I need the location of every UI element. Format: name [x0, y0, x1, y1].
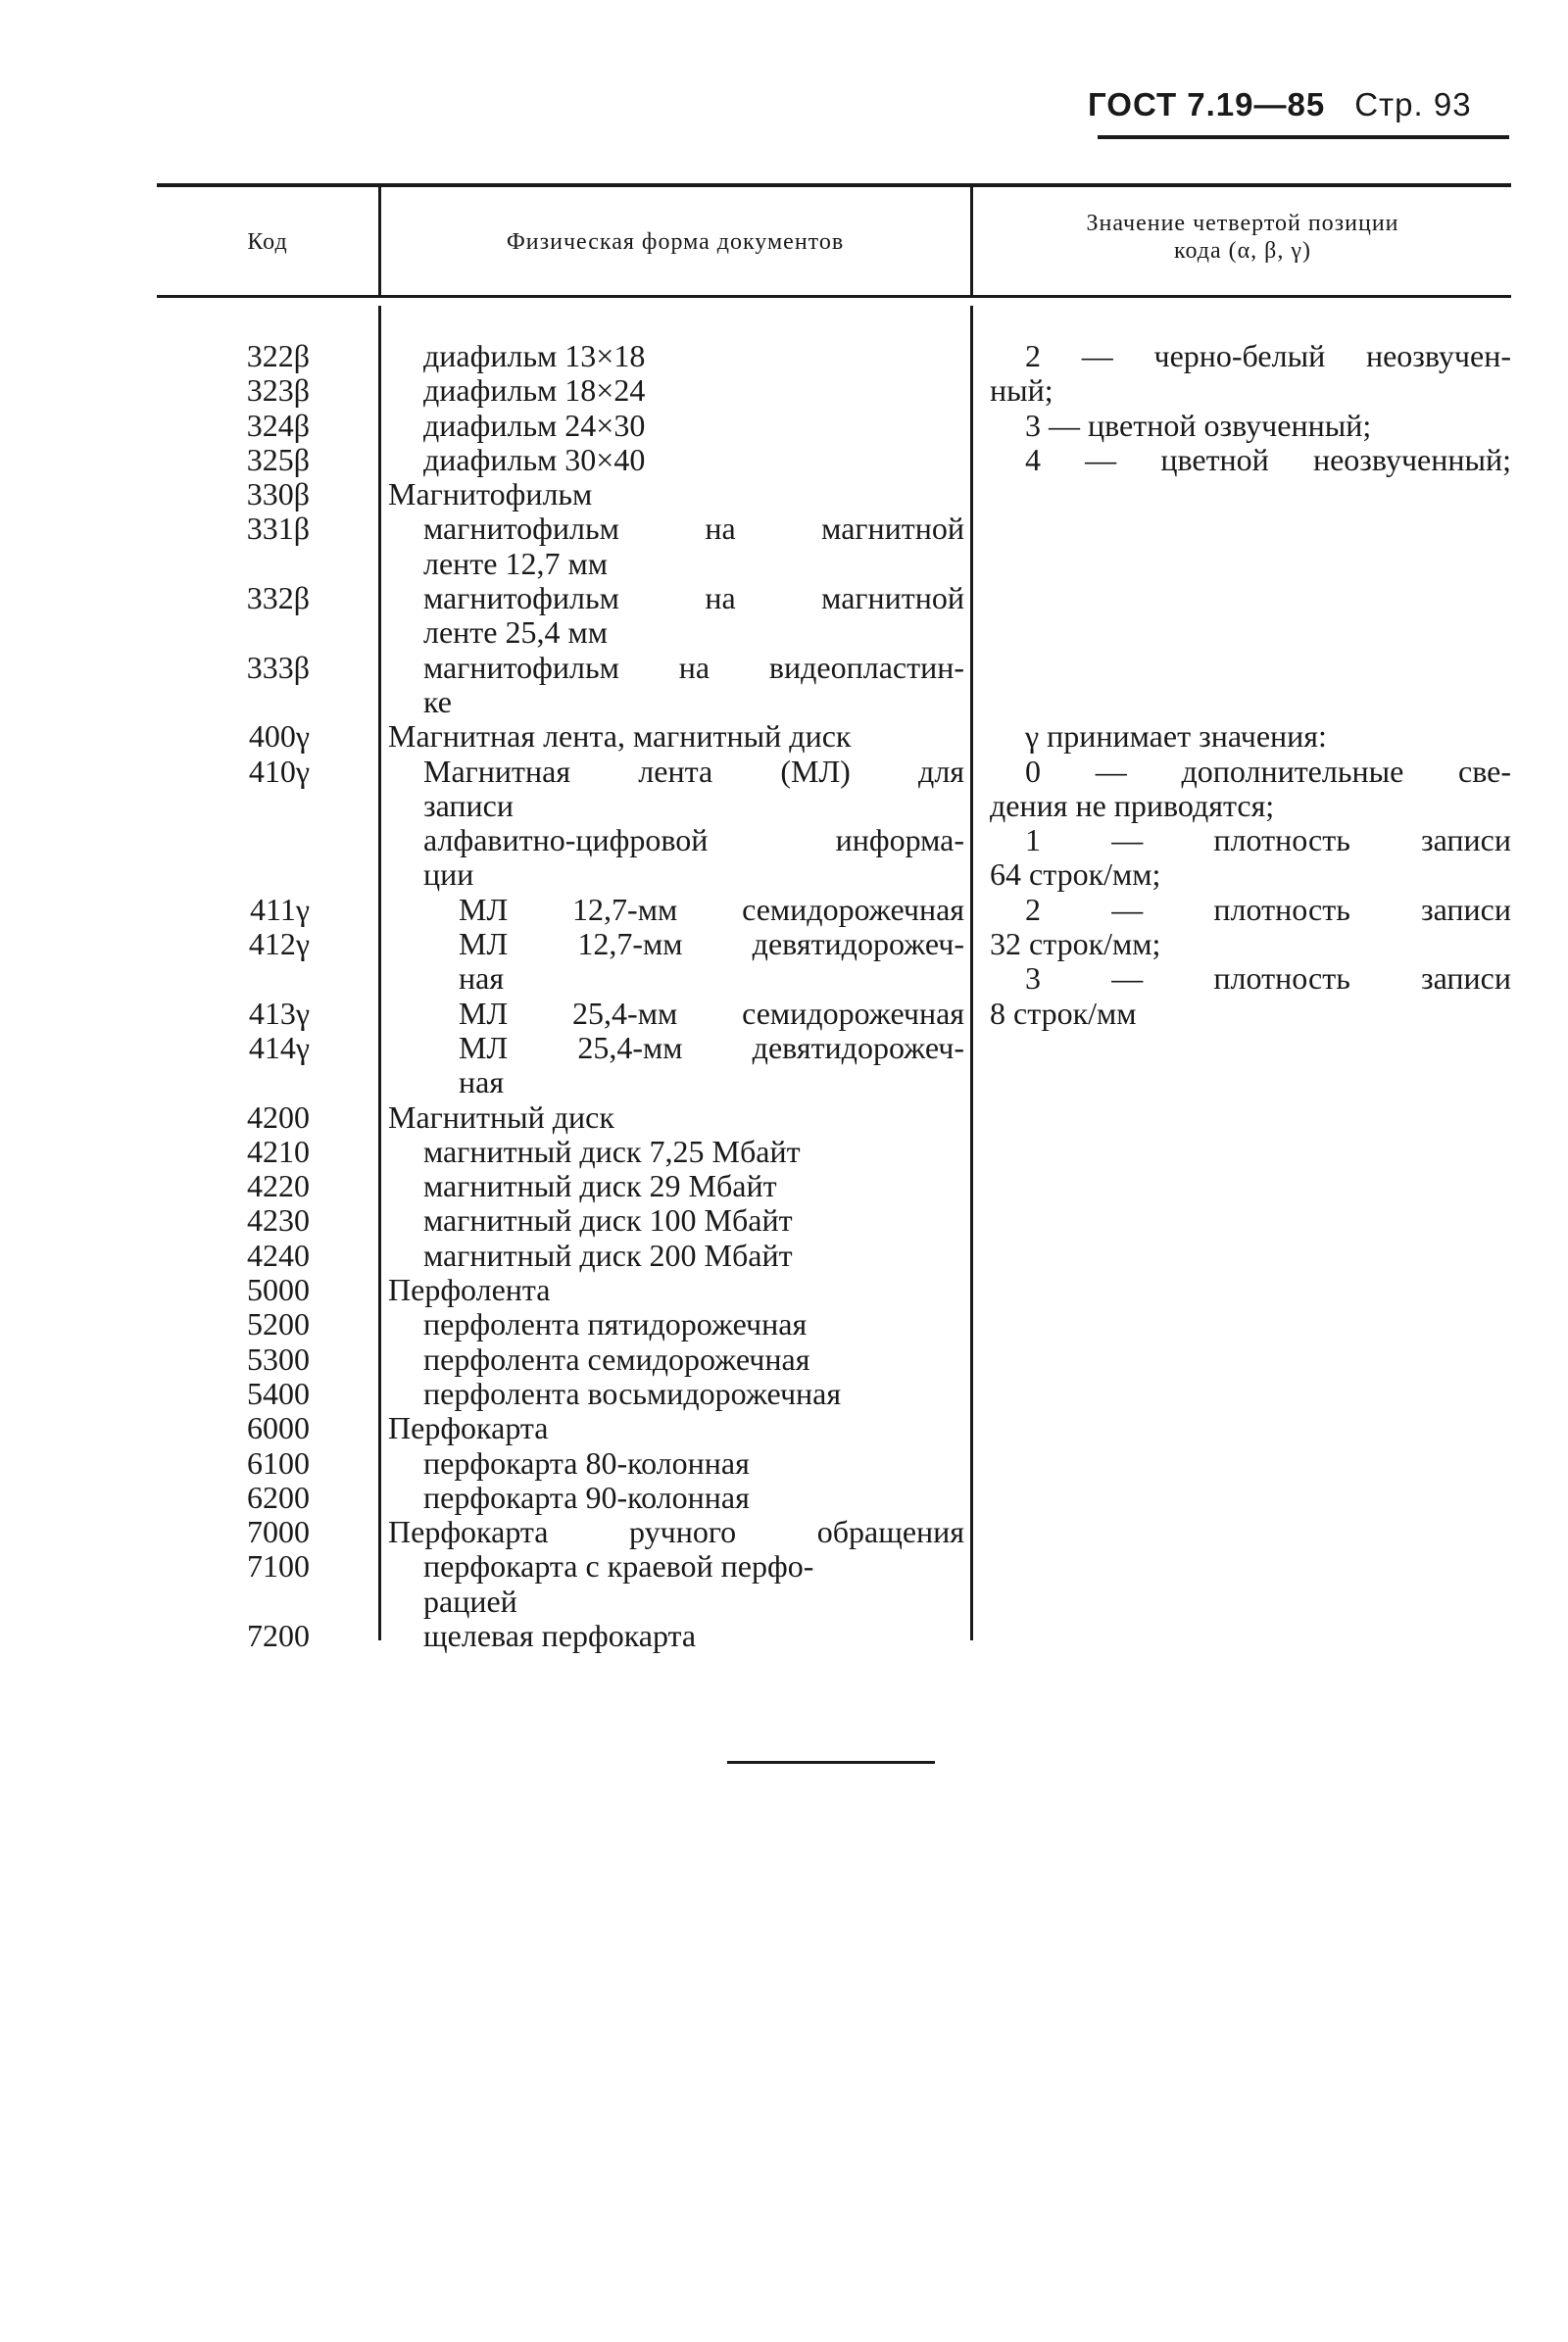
form-cell-25: магнитный диск 100 Мбайт: [423, 1202, 793, 1239]
code-cell-23: 4210: [247, 1133, 310, 1169]
value-cell-10: [990, 685, 1511, 719]
form-cell-7: магнитофильм на магнитной: [423, 580, 964, 616]
form-cell-19: МЛ 25,4-мм семидорожечная: [459, 995, 964, 1031]
column-divider-1: [378, 306, 381, 1640]
value-cell-16: 2 — плотность записи: [1025, 891, 1511, 927]
column-divider-1-head: [378, 187, 381, 295]
form-cell-32: перфокарта 80-колонная: [423, 1444, 750, 1481]
value-cell-12: 0 — дополнительные све-: [1025, 753, 1511, 789]
code-cell-26: 4240: [247, 1237, 310, 1273]
code-cell-27: 5000: [247, 1272, 310, 1308]
column-header-value-line2: кода (α, β, γ): [1174, 238, 1311, 264]
footer-rule: [727, 1761, 935, 1764]
code-cell-15: [196, 857, 310, 892]
value-cell-9: [990, 651, 1511, 685]
code-cell-19: 413γ: [248, 995, 310, 1031]
form-cell-34: Перфокарта ручного обращения: [388, 1514, 964, 1550]
code-cell-12: 410γ: [248, 753, 310, 789]
table-header-rule: [157, 295, 1511, 298]
code-cell-33: 6200: [247, 1479, 310, 1515]
code-cell-5: 331β: [246, 511, 310, 547]
form-cell-14: алфавитно-цифровой информа-: [423, 822, 964, 858]
code-cell-37: 7200: [247, 1617, 310, 1653]
page-number: Стр. 93: [1354, 86, 1472, 122]
code-cell-31: 6000: [247, 1410, 310, 1446]
form-cell-4: Магнитофильм: [388, 476, 593, 512]
value-cell-19: 8 строк/мм: [990, 995, 1137, 1031]
form-cell-16: МЛ 12,7-мм семидорожечная: [459, 891, 964, 927]
form-cell-9: магнитофильм на видеопластин-: [423, 649, 964, 685]
code-cell-35: 7100: [247, 1548, 310, 1585]
code-cell-10: [196, 685, 310, 719]
code-cell-13: [196, 789, 310, 823]
page-header: [1088, 86, 1509, 135]
value-cell-1: ный;: [990, 372, 1054, 409]
value-cell-17: 32 строк/мм;: [990, 926, 1161, 962]
code-cell-7: 332β: [246, 580, 310, 616]
column-header-value-line1: Значение четвертой позиции: [1086, 211, 1399, 236]
form-cell-35: перфокарта с краевой перфо-: [423, 1548, 814, 1585]
value-cell-5: [990, 512, 1511, 546]
code-cell-25: 4230: [247, 1202, 310, 1239]
code-cell-0: 322β: [246, 338, 310, 373]
form-cell-13: записи: [423, 787, 514, 823]
header-rule: [1098, 135, 1509, 139]
code-cell-1: 323β: [246, 372, 310, 409]
code-cell-18: [196, 961, 310, 996]
form-cell-23: магнитный диск 7,25 Мбайт: [423, 1133, 801, 1169]
form-cell-36: рацией: [423, 1583, 517, 1619]
column-header-value: [974, 210, 1511, 265]
form-cell-3: диафильм 30×40: [423, 441, 646, 477]
code-cell-34: 7000: [247, 1514, 310, 1550]
code-cell-2: 324β: [246, 407, 310, 443]
form-cell-12: Магнитная лента (МЛ) для: [423, 753, 964, 789]
code-cell-29: 5300: [247, 1341, 310, 1377]
code-cell-9: 333β: [246, 649, 310, 685]
form-column: [388, 339, 964, 1653]
form-cell-10: ке: [423, 683, 452, 719]
form-cell-33: перфокарта 90-колонная: [423, 1479, 750, 1515]
column-header-code: Код: [247, 229, 288, 255]
form-cell-24: магнитный диск 29 Мбайт: [423, 1168, 777, 1204]
value-cell-11: γ принимает значения:: [1025, 718, 1327, 755]
code-cell-30: 5400: [247, 1375, 310, 1411]
form-cell-29: перфолента семидорожечная: [423, 1341, 810, 1377]
code-cell-32: 6100: [247, 1444, 310, 1481]
form-cell-5: магнитофильм на магнитной: [423, 511, 964, 547]
code-cell-24: 4220: [247, 1168, 310, 1204]
code-column: [196, 339, 310, 1653]
code-cell-11: 400γ: [248, 718, 310, 755]
form-cell-1: диафильм 18×24: [423, 372, 646, 409]
form-cell-6: ленте 12,7 мм: [423, 545, 608, 581]
code-cell-20: 414γ: [248, 1029, 310, 1065]
code-cell-3: 325β: [246, 441, 310, 477]
value-cell-3: 4 — цветной неозвученный;: [1025, 441, 1511, 477]
form-cell-17: МЛ 12,7-мм девятидорожеч-: [459, 926, 964, 962]
form-cell-20: МЛ 25,4-мм девятидорожеч-: [459, 1029, 964, 1065]
form-cell-22: Магнитный диск: [388, 1098, 614, 1135]
value-column: [990, 339, 1511, 1031]
column-divider-2-head: [970, 187, 973, 295]
code-cell-17: 412γ: [248, 926, 310, 962]
form-cell-2: диафильм 24×30: [423, 407, 646, 443]
value-cell-15: 64 строк/мм;: [990, 856, 1161, 893]
standard-number: ГОСТ 7.19—85: [1088, 86, 1326, 122]
value-cell-8: [990, 615, 1511, 650]
code-cell-22: 4200: [247, 1098, 310, 1135]
code-cell-8: [196, 615, 310, 650]
code-cell-28: 5200: [247, 1306, 310, 1342]
form-cell-26: магнитный диск 200 Мбайт: [423, 1237, 793, 1273]
value-cell-0: 2 — черно-белый неозвучен-: [1025, 338, 1511, 373]
code-cell-6: [196, 547, 310, 581]
value-cell-13: дения не приводятся;: [990, 787, 1275, 823]
value-cell-7: [990, 581, 1511, 615]
form-cell-21: ная: [459, 1064, 505, 1100]
column-header-form: Физическая форма документов: [506, 229, 845, 255]
form-cell-31: Перфокарта: [388, 1410, 549, 1446]
code-cell-36: [196, 1585, 310, 1619]
form-cell-8: ленте 25,4 мм: [423, 614, 608, 651]
code-cell-21: [196, 1065, 310, 1099]
form-cell-0: диафильм 13×18: [423, 338, 646, 373]
column-divider-2: [970, 306, 973, 1640]
form-cell-18: ная: [459, 960, 505, 997]
code-cell-14: [196, 823, 310, 857]
value-cell-2: 3 — цветной озвученный;: [1025, 407, 1372, 443]
form-cell-15: ции: [423, 856, 474, 893]
form-cell-11: Магнитная лента, магнитный диск: [388, 718, 852, 755]
form-cell-27: Перфолента: [388, 1272, 551, 1308]
form-cell-28: перфолента пятидорожечная: [423, 1306, 808, 1342]
value-cell-14: 1 — плотность записи: [1025, 822, 1511, 858]
value-cell-6: [990, 547, 1511, 581]
form-cell-30: перфолента восьмидорожечная: [423, 1375, 842, 1411]
value-cell-18: 3 — плотность записи: [1025, 960, 1511, 997]
value-cell-4: [990, 477, 1511, 512]
code-cell-4: 330β: [246, 476, 310, 512]
form-cell-37: щелевая перфокарта: [423, 1617, 697, 1653]
code-cell-16: 411γ: [250, 891, 310, 927]
table-top-rule: [157, 183, 1511, 187]
